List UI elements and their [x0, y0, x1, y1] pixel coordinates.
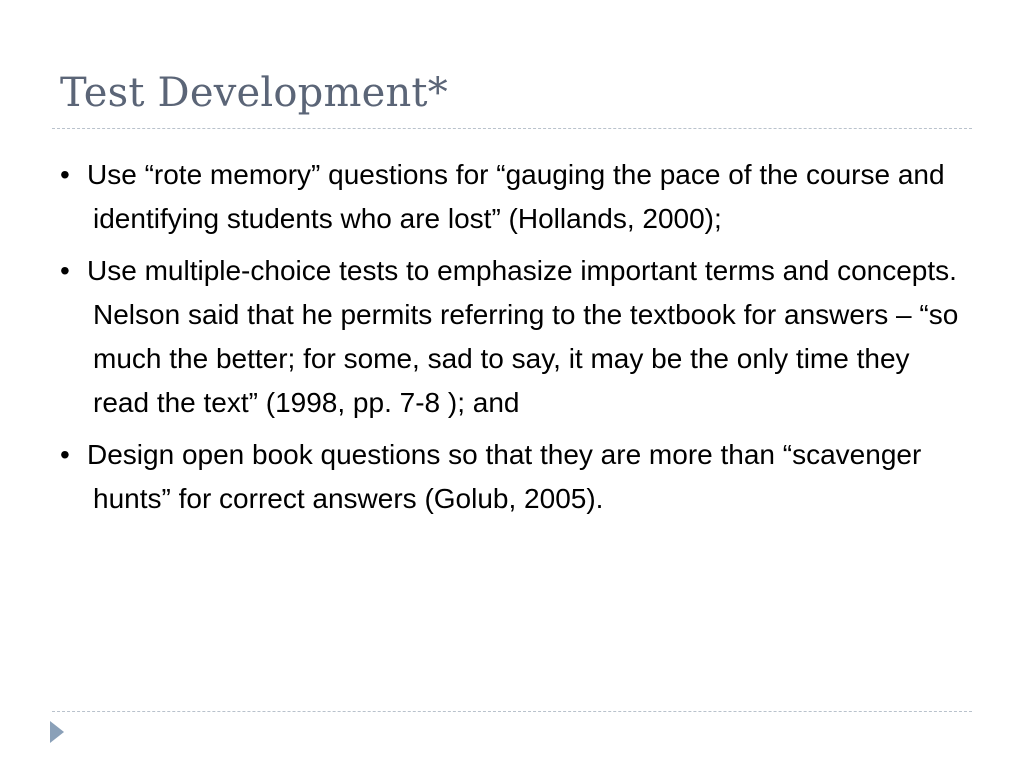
bullet-marker: •	[60, 255, 70, 286]
list-item	[60, 433, 970, 521]
bullet-marker: •	[60, 439, 70, 470]
bullet-text: Use “rote memory” questions for “gauging the pace of the course and identifying students who are lost” (Hollands, 2000);	[87, 159, 945, 234]
play-arrow-icon[interactable]	[50, 721, 64, 743]
bullet-text: Use multiple-choice tests to emphasize important terms and concepts. Nelson said that he permits referring to the textbook for answers – “so much the better; for some, sad to say, it may be the only time they read the text” (1998, pp. 7-8 ); and	[87, 255, 959, 418]
slide-title: Test Development*	[60, 70, 448, 116]
bullet-text: Design open book questions so that they are more than “scavenger hunts” for correct answers (Golub, 2005).	[87, 439, 922, 514]
bullet-marker: •	[60, 159, 70, 190]
title-divider	[52, 128, 972, 129]
list-item	[60, 153, 970, 241]
footer-divider	[52, 711, 972, 712]
bullet-list	[60, 153, 970, 521]
list-item	[60, 249, 970, 425]
